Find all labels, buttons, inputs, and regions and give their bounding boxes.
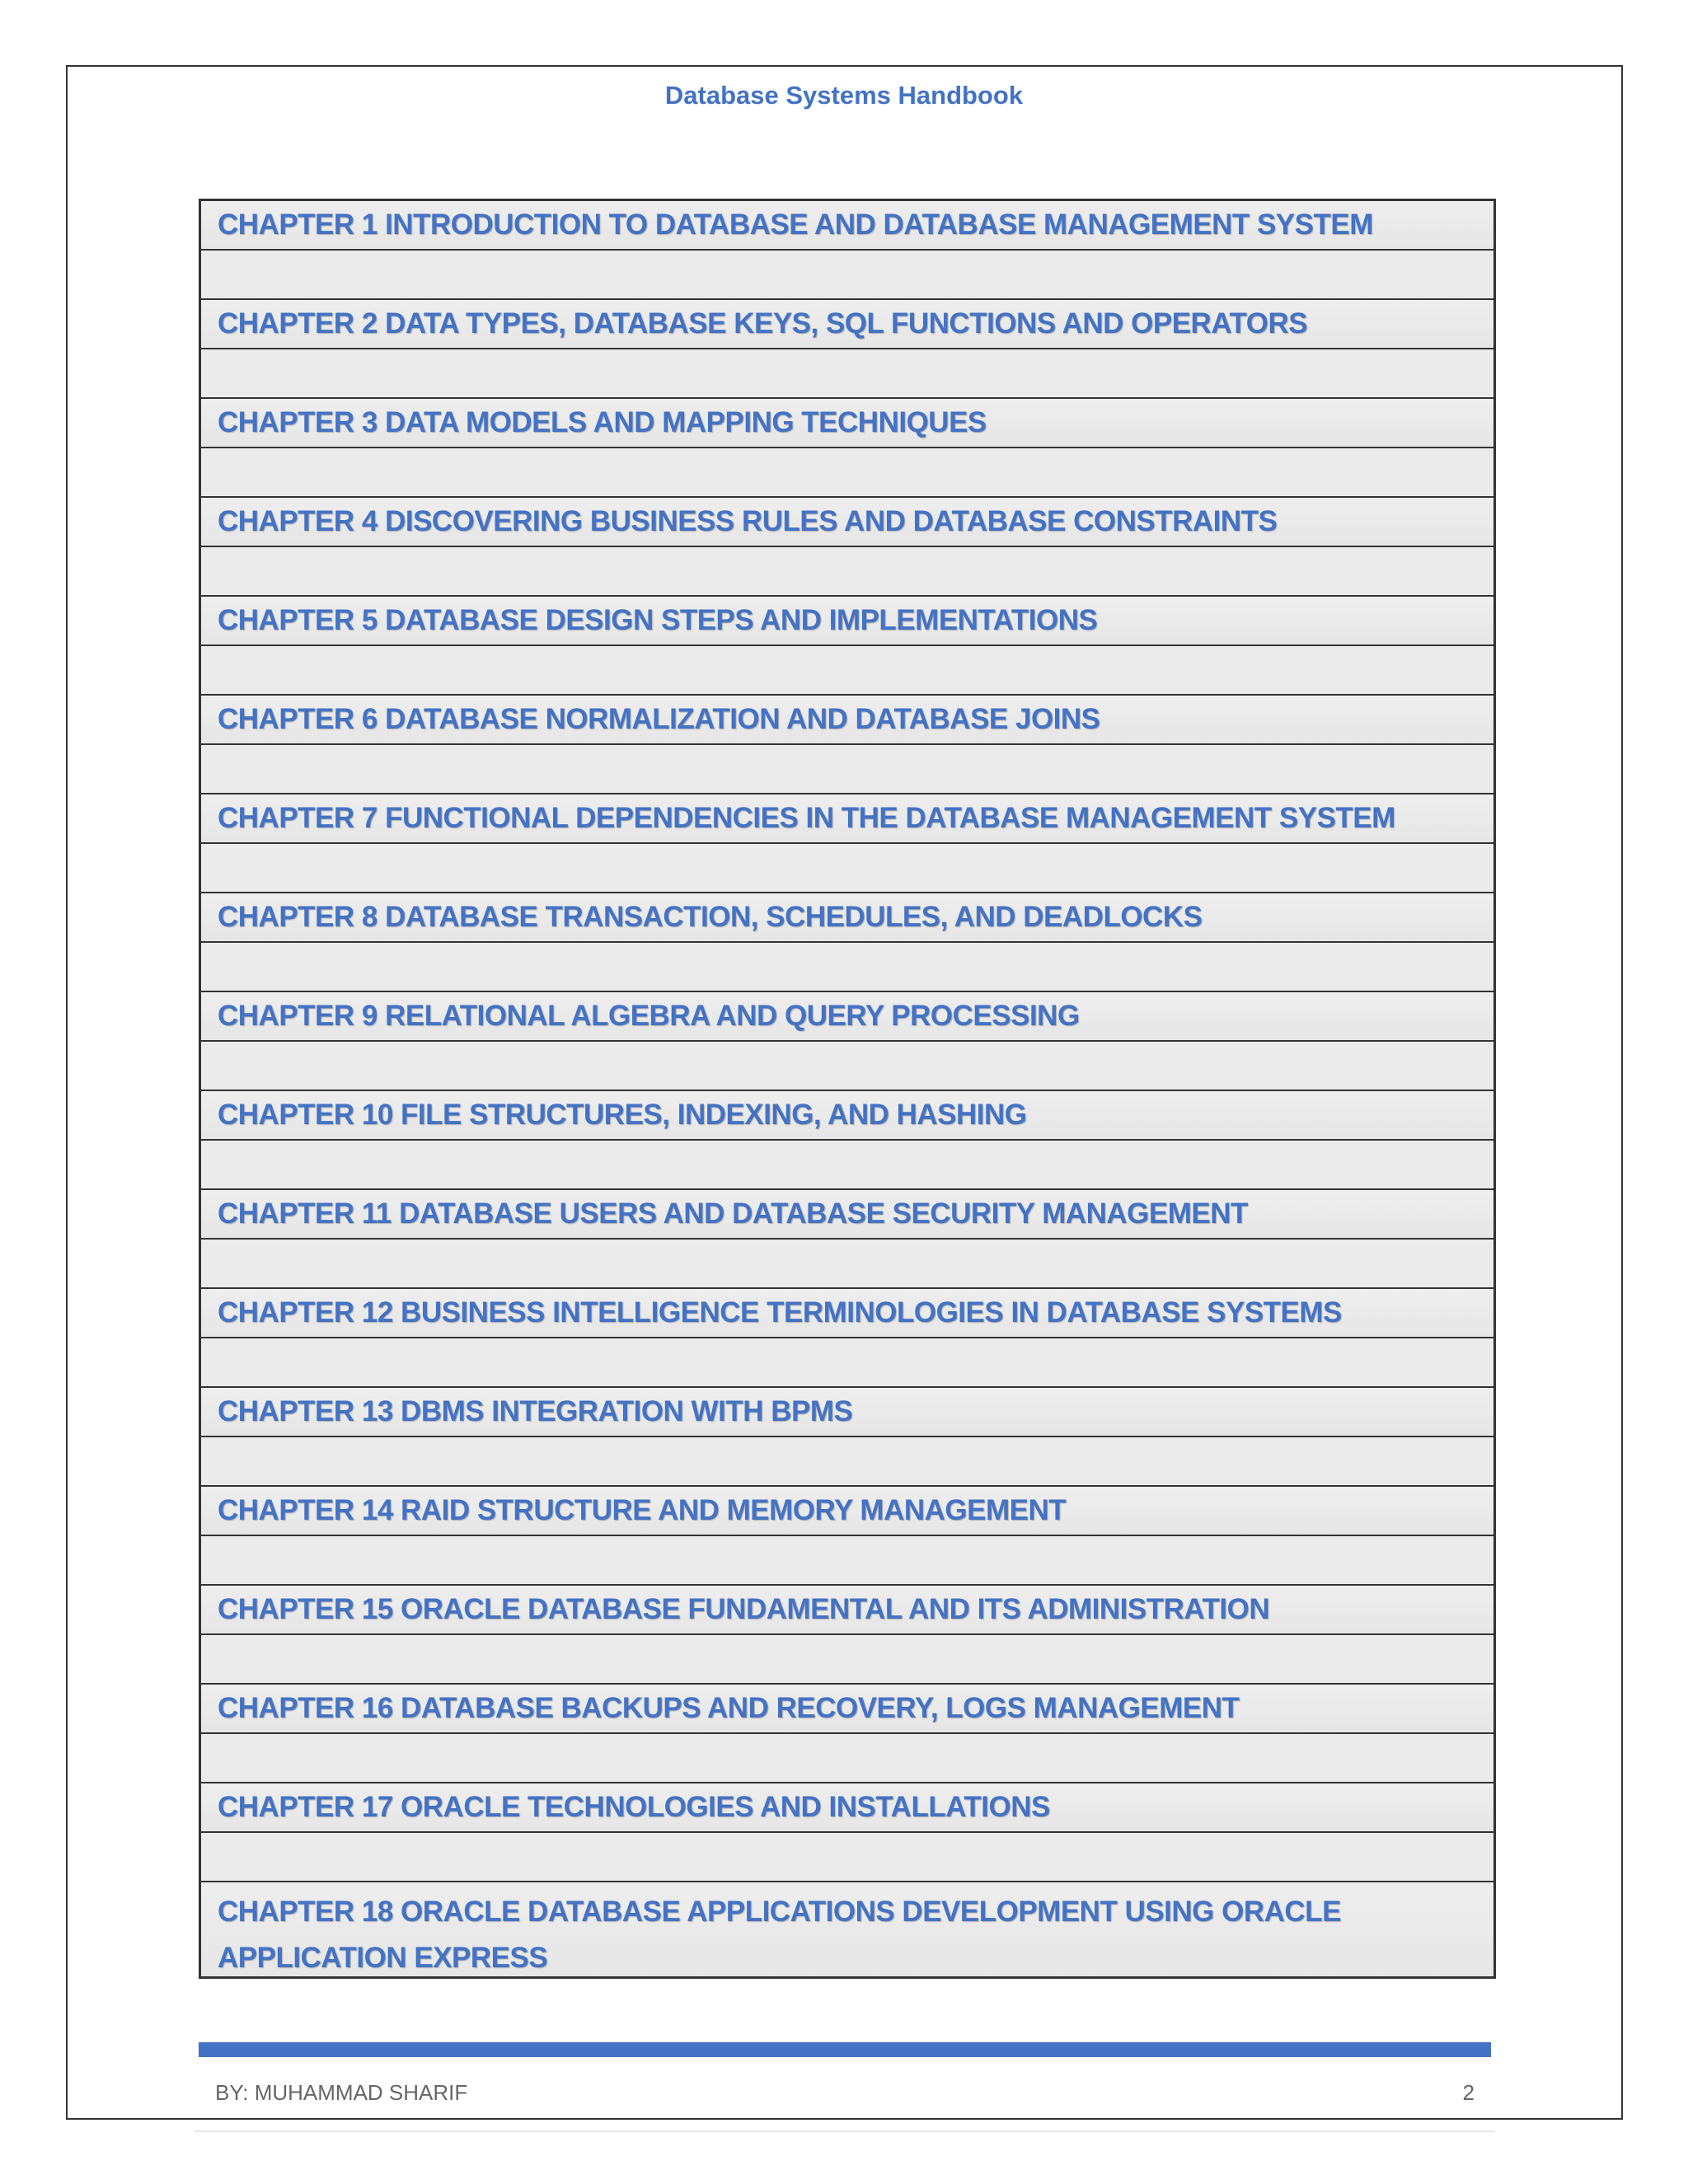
toc-row-chapter-4 (201, 498, 1493, 547)
toc-spacer-row (201, 1338, 1493, 1388)
chapter-8-link[interactable]: CHAPTER 8 DATABASE TRANSACTION, SCHEDULES, AND DEADLOCKS (218, 901, 1203, 933)
toc-spacer-row (201, 547, 1493, 597)
toc-row-chapter-11 (201, 1190, 1493, 1240)
chapter-4-link[interactable]: CHAPTER 4 DISCOVERING BUSINESS RULES AND DATABASE CONSTRAINTS (218, 505, 1278, 537)
toc-row-chapter-14 (201, 1487, 1493, 1536)
toc-spacer-row (201, 1042, 1493, 1091)
chapter-6-link[interactable]: CHAPTER 6 DATABASE NORMALIZATION AND DATABASE JOINS (218, 703, 1100, 735)
toc-row-chapter-12 (201, 1289, 1493, 1338)
chapter-18-line-1: CHAPTER 18 ORACLE DATABASE APPLICATIONS DEVELOPMENT USING ORACLE (218, 1896, 1341, 1928)
chapter-17-link[interactable]: CHAPTER 17 ORACLE TECHNOLOGIES AND INSTALLATIONS (218, 1791, 1050, 1823)
chapter-1-link[interactable]: CHAPTER 1 INTRODUCTION TO DATABASE AND DATABASE MANAGEMENT SYSTEM (218, 209, 1373, 241)
footer-divider (195, 2130, 1495, 2132)
chapter-18-line-2: APPLICATION EXPRESS (218, 1942, 548, 1974)
chapter-13-link[interactable]: CHAPTER 13 DBMS INTEGRATION WITH BPMS (218, 1395, 853, 1427)
toc-spacer-row (201, 745, 1493, 794)
toc-spacer-row (201, 1635, 1493, 1685)
toc-row-chapter-3 (201, 399, 1493, 448)
chapter-15-link[interactable]: CHAPTER 15 ORACLE DATABASE FUNDAMENTAL AND ITS ADMINISTRATION (218, 1593, 1270, 1625)
toc-spacer-row (201, 349, 1493, 399)
chapter-16-link[interactable]: CHAPTER 16 DATABASE BACKUPS AND RECOVERY, LOGS MANAGEMENT (218, 1692, 1240, 1724)
toc-row-chapter-7 (201, 794, 1493, 844)
chapter-3-link[interactable]: CHAPTER 3 DATA MODELS AND MAPPING TECHNIQUES (218, 406, 987, 438)
toc-row-chapter-18 (201, 1882, 1493, 1976)
toc-row-chapter-5 (201, 597, 1493, 646)
toc-row-chapter-1 (201, 201, 1493, 251)
footer-page-number: 2 (1462, 2080, 1475, 2105)
chapter-9-link[interactable]: CHAPTER 9 RELATIONAL ALGEBRA AND QUERY PROCESSING (218, 1000, 1080, 1032)
toc-spacer-row (201, 1240, 1493, 1289)
toc-spacer-row (201, 943, 1493, 992)
toc-row-chapter-15 (201, 1586, 1493, 1635)
toc-row-chapter-10 (201, 1091, 1493, 1141)
toc-row-chapter-17 (201, 1783, 1493, 1833)
chapter-2-link[interactable]: CHAPTER 2 DATA TYPES, DATABASE KEYS, SQL FUNCTIONS AND OPERATORS (218, 307, 1308, 340)
toc-row-chapter-2 (201, 300, 1493, 349)
toc-spacer-row (201, 251, 1493, 300)
footer-author: BY: MUHAMMAD SHARIF (215, 2080, 468, 2105)
chapter-18-link[interactable] (218, 1889, 1341, 1981)
page-header-title: Database Systems Handbook (664, 81, 1024, 110)
toc-spacer-row (201, 1141, 1493, 1190)
chapter-11-link[interactable]: CHAPTER 11 DATABASE USERS AND DATABASE SECURITY MANAGEMENT (218, 1197, 1248, 1230)
toc-spacer-row (201, 844, 1493, 893)
toc-spacer-row (201, 1833, 1493, 1882)
table-of-contents (199, 199, 1496, 1979)
chapter-5-link[interactable]: CHAPTER 5 DATABASE DESIGN STEPS AND IMPLEMENTATIONS (218, 604, 1098, 636)
chapter-14-link[interactable]: CHAPTER 14 RAID STRUCTURE AND MEMORY MANAGEMENT (218, 1494, 1067, 1526)
toc-row-chapter-9 (201, 992, 1493, 1042)
chapter-10-link[interactable]: CHAPTER 10 FILE STRUCTURES, INDEXING, AND HASHING (218, 1099, 1027, 1131)
toc-spacer-row (201, 1734, 1493, 1783)
chapter-7-link[interactable]: CHAPTER 7 FUNCTIONAL DEPENDENCIES IN THE DATABASE MANAGEMENT SYSTEM (218, 802, 1395, 834)
toc-row-chapter-16 (201, 1685, 1493, 1734)
toc-row-chapter-6 (201, 696, 1493, 745)
toc-row-chapter-8 (201, 893, 1493, 943)
toc-spacer-row (201, 1437, 1493, 1487)
toc-spacer-row (201, 646, 1493, 696)
footer-accent-bar (199, 2042, 1491, 2057)
chapter-12-link[interactable]: CHAPTER 12 BUSINESS INTELLIGENCE TERMINOLOGIES IN DATABASE SYSTEMS (218, 1296, 1342, 1329)
toc-spacer-row (201, 1536, 1493, 1586)
toc-spacer-row (201, 448, 1493, 498)
toc-row-chapter-13 (201, 1388, 1493, 1437)
